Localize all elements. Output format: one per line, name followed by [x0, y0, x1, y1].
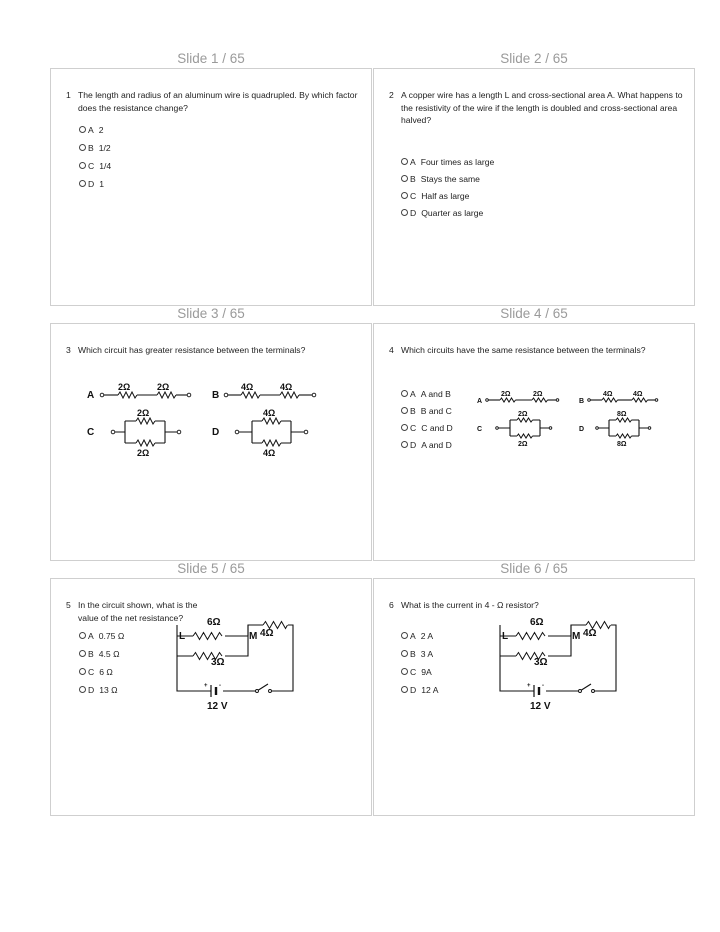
resistor-2 [517, 434, 533, 438]
resistor-1 [241, 392, 260, 398]
radio-icon[interactable] [401, 209, 408, 216]
option-d[interactable] [401, 208, 483, 222]
resistor-1-label: 2Ω [518, 411, 528, 418]
question-text: Which circuit has greater resistance between the terminals? [78, 345, 306, 355]
resistor-6-ohm-label: 6Ω [530, 617, 544, 628]
option-letter: A [88, 631, 94, 641]
question-number: 1 [66, 90, 71, 100]
circuit-label: D [579, 426, 585, 433]
option-text: 3 A [420, 649, 434, 659]
terminal-right [187, 393, 191, 397]
resistor-1 [500, 398, 516, 402]
circuit-d [579, 411, 651, 448]
terminal-left [111, 430, 115, 434]
option-text: A and D [421, 440, 452, 450]
option-text: Quarter as large [421, 208, 484, 218]
option-letter: C [410, 667, 417, 677]
terminal-left [100, 393, 104, 397]
question-text: In the circuit shown, what is the value of the net resistance? [78, 600, 198, 623]
slide-3-card [50, 323, 372, 561]
question-number: 6 [389, 600, 394, 610]
terminal-left [224, 393, 228, 397]
node-l-label: L [179, 631, 186, 642]
option-letter: A [410, 157, 416, 167]
circuit-label: B [579, 398, 585, 405]
option-text: Stays the same [420, 174, 480, 184]
option-letter: C [410, 423, 417, 433]
option-letter: A [410, 389, 416, 399]
terminal-left [596, 427, 599, 430]
slide-4-card [373, 323, 695, 561]
terminal-left [486, 399, 489, 402]
wire [115, 421, 177, 443]
battery-plus-label: + [204, 683, 208, 689]
resistor-3-ohm-label: 3Ω [534, 657, 548, 668]
option-d[interactable] [79, 179, 104, 193]
slide-2-card [373, 68, 695, 306]
option-letter: B [410, 174, 416, 184]
question-2 [389, 89, 684, 127]
option-text: 2 A [420, 631, 434, 641]
resistor-1 [136, 418, 155, 424]
option-text: 1/2 [98, 143, 111, 153]
option-text: 9A [421, 667, 432, 677]
circuit-b [212, 382, 316, 401]
resistor-1 [517, 418, 533, 422]
option-text: Half as large [421, 191, 470, 201]
option-letter: C [88, 667, 95, 677]
resistor-2-label: 4Ω [633, 391, 643, 398]
option-text: 2 [98, 125, 104, 135]
circuit-b [579, 391, 658, 405]
resistor-1-label: 4Ω [263, 408, 276, 418]
circuit-label: C [87, 427, 95, 438]
question-text: The length and radius of an aluminum wire is quadrupled. By which factor does the resistance change? [78, 90, 358, 113]
circuit-label: A [87, 390, 95, 401]
question-text: A copper wire has a length L and cross-sectional area A. What happens to the resistivity of the wire if the length is doubled and cross-sectional area halved? [401, 90, 683, 125]
option-letter: D [410, 208, 417, 218]
radio-icon[interactable] [79, 126, 86, 133]
resistor-1-label: 4Ω [241, 382, 254, 392]
resistor-2-label: 8Ω [617, 441, 627, 448]
voltage-label: 12 V [530, 701, 551, 712]
terminal-right [655, 399, 658, 402]
resistor-1-label: 4Ω [603, 391, 613, 398]
circuit-label: C [477, 426, 483, 433]
option-text: 0.75 Ω [98, 631, 125, 641]
slide-3-title: Slide 3 / 65 [177, 306, 245, 321]
option-text: C and D [421, 423, 453, 433]
resistor-1-label: 2Ω [501, 391, 511, 398]
option-text: 12 A [421, 685, 439, 695]
option-letter: A [88, 125, 94, 135]
resistor-6-ohm [193, 633, 227, 640]
battery-minus-label: - [219, 683, 221, 689]
option-letter: A [410, 631, 416, 641]
option-letter: D [88, 685, 95, 695]
resistor-4-ohm-label: 4Ω [583, 628, 597, 639]
radio-icon[interactable] [79, 162, 86, 169]
option-text: 1/4 [99, 161, 112, 171]
switch-contact [256, 690, 259, 693]
option-b[interactable] [79, 143, 111, 157]
option-letter: C [88, 161, 95, 171]
slide-2-title: Slide 2 / 65 [500, 51, 568, 66]
radio-icon[interactable] [401, 192, 408, 199]
voltage-label: 12 V [207, 701, 228, 712]
wire [598, 420, 648, 436]
question-number: 5 [66, 600, 71, 610]
resistor-2 [280, 392, 299, 398]
slide-6-card [373, 578, 695, 816]
resistor-1 [262, 418, 281, 424]
resistor-3-ohm-label: 3Ω [211, 657, 225, 668]
radio-icon[interactable] [79, 180, 86, 187]
option-letter: B [88, 143, 94, 153]
resistor-1 [118, 392, 137, 398]
circuit-d [212, 408, 308, 458]
option-a[interactable] [401, 157, 494, 171]
option-c[interactable] [79, 161, 111, 175]
resistor-2-label: 4Ω [263, 448, 276, 458]
radio-icon[interactable] [401, 158, 408, 165]
battery-minus-label: - [542, 683, 544, 689]
resistor-2 [157, 392, 176, 398]
option-letter: D [88, 179, 95, 189]
switch-contact [579, 690, 582, 693]
resistor-2 [632, 398, 648, 402]
resistor-2-label: 2Ω [518, 441, 528, 448]
slide-1-title: Slide 1 / 65 [177, 51, 245, 66]
question-text: Which circuits have the same resistance between the terminals? [401, 345, 646, 355]
option-letter: B [410, 649, 416, 659]
terminal-left [496, 427, 499, 430]
radio-icon[interactable] [401, 175, 408, 182]
switch-contact [269, 690, 272, 693]
option-text: 6 Ω [99, 667, 113, 677]
resistor-1 [602, 398, 618, 402]
circuit-diagrams [374, 324, 696, 562]
resistor-2 [616, 434, 632, 438]
slide-5-card [50, 578, 372, 816]
terminal-left [235, 430, 239, 434]
option-c[interactable] [401, 191, 469, 205]
question-number: 4 [389, 345, 394, 355]
circuit-a [87, 382, 191, 401]
option-a[interactable] [79, 125, 104, 139]
circuit-a [477, 391, 559, 405]
question-text: What is the current in 4 - Ω resistor? [401, 600, 539, 610]
switch-lever [582, 684, 592, 690]
circuit-label: D [212, 427, 220, 438]
question-1 [66, 89, 361, 114]
slide-1-card [50, 68, 372, 306]
radio-icon[interactable] [79, 144, 86, 151]
resistor-1-label: 2Ω [118, 382, 131, 392]
wire [239, 421, 304, 443]
resistor-2 [532, 398, 548, 402]
option-text: Four times as large [420, 157, 495, 167]
switch-contact [592, 690, 595, 693]
resistor-2-label: 4Ω [280, 382, 293, 392]
slide-4-title: Slide 4 / 65 [500, 306, 568, 321]
option-b[interactable] [401, 174, 480, 188]
circuit-c [87, 408, 181, 458]
resistor-2-label: 2Ω [533, 391, 543, 398]
circuit-label: B [212, 390, 220, 401]
resistor-2-label: 2Ω [137, 448, 150, 458]
resistor-2 [136, 440, 155, 446]
switch-lever [259, 684, 269, 690]
circuit-diagrams [51, 324, 373, 562]
question-number: 2 [389, 90, 394, 100]
circuit-diagram [51, 579, 373, 817]
node-l-label: L [502, 631, 509, 642]
terminal-right [556, 399, 559, 402]
circuit-label: A [477, 398, 483, 405]
node-m-label: M [572, 631, 581, 642]
terminal-right [648, 427, 651, 430]
terminal-left [588, 399, 591, 402]
option-letter: C [410, 191, 417, 201]
slide-5-title: Slide 5 / 65 [177, 561, 245, 576]
resistor-4-ohm-label: 4Ω [260, 628, 274, 639]
option-text: 13 Ω [99, 685, 118, 695]
resistor-1 [616, 418, 632, 422]
option-text: A and B [420, 389, 451, 399]
circuit-diagram [374, 579, 696, 817]
resistor-2 [262, 440, 281, 446]
terminal-right [549, 427, 552, 430]
option-letter: D [410, 685, 417, 695]
option-letter: B [410, 406, 416, 416]
resistor-6-ohm [516, 633, 550, 640]
resistor-1-label: 2Ω [137, 408, 150, 418]
option-text: 4.5 Ω [98, 649, 120, 659]
circuit-c [477, 411, 552, 448]
resistor-2-label: 2Ω [157, 382, 170, 392]
resistor-1-label: 8Ω [617, 411, 627, 418]
node-m-label: M [249, 631, 258, 642]
option-letter: D [410, 440, 417, 450]
terminal-right [177, 430, 181, 434]
option-text: 1 [99, 179, 104, 189]
slide-6-title: Slide 6 / 65 [500, 561, 568, 576]
terminal-right [312, 393, 316, 397]
question-number: 3 [66, 345, 71, 355]
option-text: B and C [420, 406, 452, 416]
option-letter: B [88, 649, 94, 659]
battery-plus-label: + [527, 683, 531, 689]
terminal-right [304, 430, 308, 434]
resistor-6-ohm-label: 6Ω [207, 617, 221, 628]
